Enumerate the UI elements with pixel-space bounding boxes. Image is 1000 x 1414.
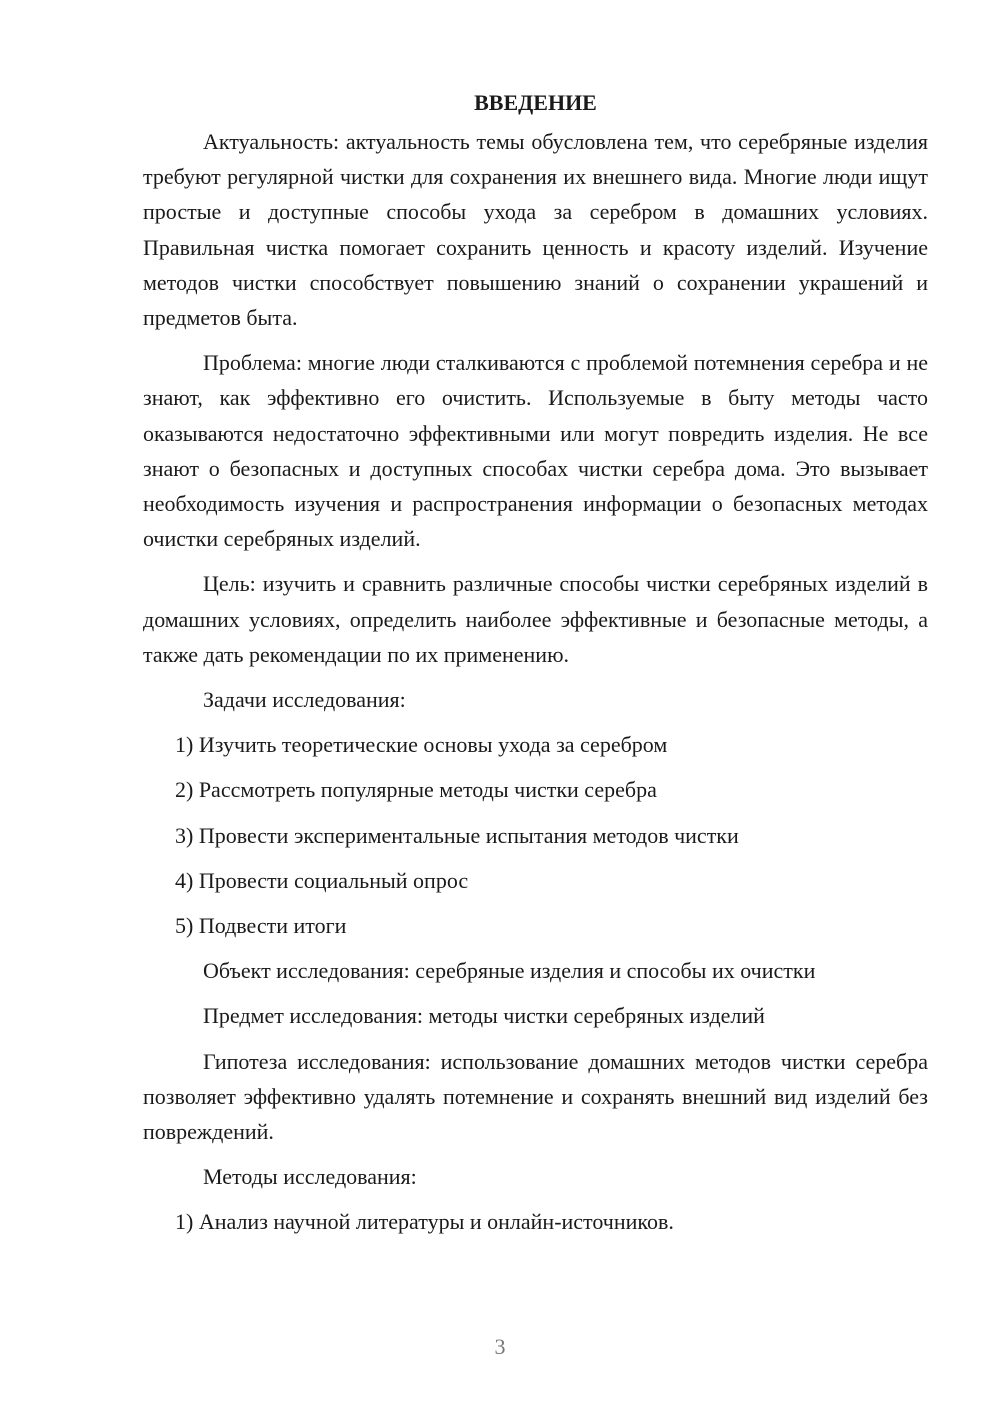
- document-page: [143, 90, 928, 1250]
- paragraph-relevance: Актуальность: актуальность темы обусловлена тем, что серебряные изделия требуют регулярной чистки для сохранения их внешнего вида. Многие люди ищут простые и доступные способы ухода за серебром в домашних условиях. Правильная чистка помогает сохранить ценность и красоту изделий. Изучение методов чистки способствует повышению знаний о сохранении украшений и предметов быта.: [143, 129, 928, 331]
- list-item: 3) Провести экспериментальные испытания методов чистки: [175, 822, 739, 848]
- list-item: 1) Анализ научной литературы и онлайн-источников.: [175, 1209, 674, 1235]
- methods-heading: Методы исследования:: [203, 1164, 417, 1190]
- list-item: 1) Изучить теоретические основы ухода за серебром: [175, 732, 668, 758]
- section-title: ВВЕДЕНИЕ: [474, 90, 597, 115]
- paragraph-problem: Проблема: многие люди сталкиваются с проблемой потемнения серебра и не знают, как эффективно его очистить. Используемые в быту методы часто оказываются недостаточно эффективными или могут повредить изделия. Не все знают о безопасных и доступных способах чистки серебра дома. Это вызывает необходимость изучения и распространения информации о безопасных методах очистки серебряных изделий.: [143, 350, 928, 552]
- list-item: 2) Рассмотреть популярные методы чистки серебра: [175, 777, 657, 803]
- paragraph-object: Объект исследования: серебряные изделия и способы их очистки: [203, 958, 816, 984]
- page-number: 3: [494, 1334, 506, 1359]
- list-item: 4) Провести социальный опрос: [175, 867, 469, 893]
- methods-list: [143, 1204, 928, 1239]
- tasks-heading: Задачи исследования:: [203, 687, 406, 713]
- paragraph-subject: Предмет исследования: методы чистки серебряных изделий: [203, 1003, 765, 1029]
- paragraph-goal: Цель: изучить и сравнить различные способы чистки серебряных изделий в домашних условиях, определить наиболее эффективные и безопасные методы, а также дать рекомендации по их применению.: [143, 571, 928, 667]
- tasks-list: [143, 727, 928, 943]
- list-item: 5) Подвести итоги: [175, 913, 347, 939]
- paragraph-hypothesis: Гипотеза исследования: использование домашних методов чистки серебра позволяет эффективно удалять потемнение и сохранять внешний вид изделий без повреждений.: [143, 1048, 928, 1145]
